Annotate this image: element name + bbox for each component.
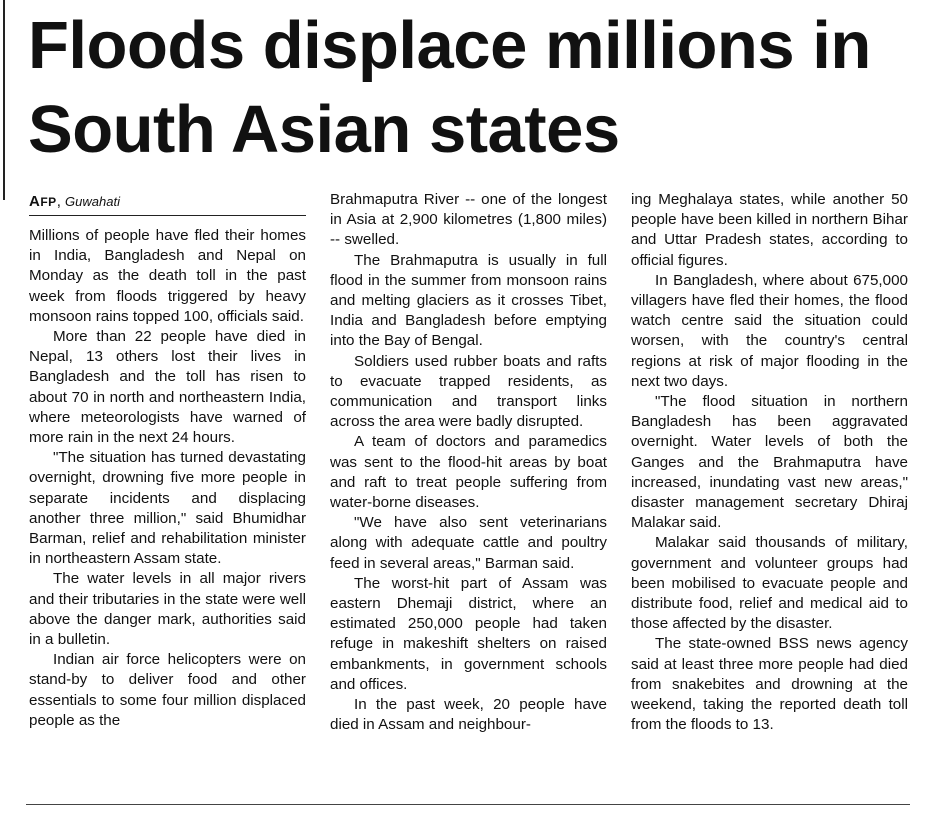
byline-separator: , xyxy=(56,193,61,210)
paragraph: A team of doctors and paramedics was sent to the flood-hit areas by boat and raft to treat people suffering from water-borne diseases. xyxy=(330,433,607,512)
article-column-1 xyxy=(29,192,306,731)
paragraph: The Brahmaputra is usually in full flood in the summer from monsoon rains and melting glaciers as it crosses Tibet, India and Bangladesh before emptying into the Bay of Bengal. xyxy=(330,251,607,350)
article-column-3 xyxy=(631,190,908,735)
byline-agency: AFP xyxy=(29,193,57,210)
paragraph: In Bangladesh, where about 675,000 villagers have fled their homes, the flood watch centre said the situation could worsen, with the country's central regions at risk of major flooding in the next two days. xyxy=(631,271,908,390)
paragraph: "The situation has turned devastating overnight, drowning five more people in separate incidents and displacing another three million," said Bhumidhar Barman, relief and rehabilitation minister in northeastern Assam state. xyxy=(29,449,306,568)
byline-place: Guwahati xyxy=(65,194,120,209)
paragraph: Millions of people have fled their homes in India, Bangladesh and Nepal on Monday as the death toll in the past week from floods triggered by heavy monsoon rains topped 100, officials said. xyxy=(29,227,306,325)
paragraph: Indian air force helicopters were on stand-by to deliver food and other essentials to some four million displaced people as the xyxy=(29,651,306,729)
paragraph: More than 22 people have died in Nepal, 13 others lost their lives in Bangladesh and the toll has risen to about 70 in north and northeastern India, where meteorologists have warned of more rain in the next 24 hours. xyxy=(29,328,306,447)
headline: Floods displace millions in South Asian states xyxy=(28,8,871,167)
byline xyxy=(29,192,306,216)
paragraph: "The flood situation in northern Bangladesh has been aggravated overnight. Water levels of both the Ganges and the Brahmaputra have increased, inundating vast new areas," disaster management secretary Dhiraj Malakar said. xyxy=(631,393,908,532)
paragraph: "We have also sent veterinarians along with adequate cattle and poultry feed in several areas," Barman said. xyxy=(330,514,607,572)
paragraph: Soldiers used rubber boats and rafts to evacuate trapped residents, as communication and transport links across the area were badly disrupted. xyxy=(330,352,607,431)
article-column-2 xyxy=(330,190,607,735)
paragraph: Malakar said thousands of military, government and volunteer groups had been mobilised to evacuate people and distribute food, relief and medical aid to those affected by the disaster. xyxy=(631,534,908,633)
paragraph-continuation: Brahmaputra River -- one of the longest in Asia at 2,900 kilometres (1,800 miles) -- swelled. xyxy=(330,191,607,249)
paragraph-continuation: ing Meghalaya states, while another 50 people have been killed in northern Bihar and Uttar Pradesh states, according to official figures. xyxy=(631,191,908,269)
bottom-rule xyxy=(26,804,910,805)
paragraph: In the past week, 20 people have died in Assam and neighbour- xyxy=(330,696,607,734)
paragraph: The state-owned BSS news agency said at least three more people had died from snakebites and drowning at the weekend, taking the reported death toll from the floods to 13. xyxy=(631,635,908,734)
left-edge-rule xyxy=(3,0,5,200)
paragraph: The water levels in all major rivers and their tributaries in the state were well above the danger mark, authorities said in a bulletin. xyxy=(29,570,306,649)
paragraph: The worst-hit part of Assam was eastern Dhemaji district, where an estimated 250,000 people had taken refuge in makeshift shelters on raised embankments, in government schools and offices. xyxy=(330,574,607,693)
